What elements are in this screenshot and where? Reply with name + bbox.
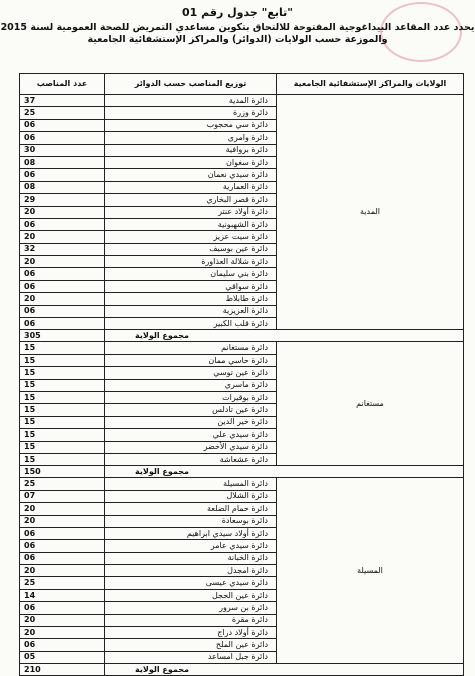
position-count: 06 [20,268,105,280]
district-name: دائرة الشلال [105,490,277,502]
district-name: دائرة عين تادلس [105,404,277,416]
position-count: 06 [20,218,105,230]
table-row [20,95,464,107]
position-count: 15 [20,367,105,379]
position-count: 06 [20,280,105,292]
wilaya-total-row [20,664,464,676]
position-count: 32 [20,243,105,255]
district-name: دائرة شلالة العذاورة [105,256,277,268]
district-name: دائرة وزرة [105,107,277,119]
district-name: دائرة أولاد سيدي ابراهيم [105,527,277,539]
position-count: 37 [20,95,105,107]
total-value: 210 [20,664,105,676]
district-name: دائرة بوسعادة [105,515,277,527]
position-count: 06 [20,527,105,539]
district-name: دائرة أولاد عنتر [105,206,277,218]
table-row [20,342,464,354]
position-count: 05 [20,651,105,663]
position-count: 15 [20,441,105,453]
position-count: 15 [20,404,105,416]
district-name: دائرة سغوان [105,156,277,168]
position-count: 06 [20,305,105,317]
district-name: دائرة سيدي عيسى [105,577,277,589]
table-header-row [20,74,464,95]
position-count: 08 [20,156,105,168]
total-value: 305 [20,330,105,342]
position-count: 25 [20,577,105,589]
district-name: دائرة مقرة [105,614,277,626]
position-count: 06 [20,169,105,181]
position-count: 15 [20,453,105,465]
total-label: مجموع الولاية [105,664,464,676]
district-name: دائرة سي محجوب [105,119,277,131]
header-wilaya: الولايات والمراكز الإستشفائية الجامعية [277,74,464,95]
position-count: 20 [20,565,105,577]
district-name: دائرة سيدي عامر [105,540,277,552]
district-name: دائرة مستغانم [105,342,277,354]
wilaya-total-row [20,330,464,342]
district-name: دائرة امجدل [105,565,277,577]
district-name: دائرة سواقي [105,280,277,292]
district-name: دائرة أولاد دراج [105,627,277,639]
position-count: 20 [20,206,105,218]
position-count: 06 [20,119,105,131]
district-name: دائرة العزيزية [105,305,277,317]
position-count: 25 [20,107,105,119]
position-count: 20 [20,293,105,305]
district-name: دائرة بروافية [105,144,277,156]
positions-table [19,73,464,676]
position-count: 15 [20,416,105,428]
wilaya-name: المسيلة [277,478,464,664]
district-name: دائرة بن سرور [105,602,277,614]
position-count: 25 [20,478,105,490]
total-label: مجموع الولاية [105,330,464,342]
district-name: دائرة حمام الضلعة [105,503,277,515]
district-name: دائرة بوقيرات [105,391,277,403]
district-name: دائرة ماسري [105,379,277,391]
district-name: دائرة الخبانة [105,552,277,564]
district-name: دائرة المسيلة [105,478,277,490]
district-name: دائرة قلب الكبير [105,318,277,330]
position-count: 15 [20,429,105,441]
district-name: دائرة وامري [105,132,277,144]
district-name: دائرة جبل امساعد [105,651,277,663]
position-count: 20 [20,256,105,268]
header-count: عدد المناصب [20,74,105,95]
district-name: دائرة عين الملح [105,639,277,651]
district-name: دائرة سيت عزيز [105,231,277,243]
position-count: 20 [20,515,105,527]
header-distribution: توزيع المناصب حسب الدوائر [105,74,277,95]
position-count: 06 [20,132,105,144]
document-header [0,6,475,46]
district-name: دائرة عين بوسيف [105,243,277,255]
total-label: مجموع الولاية [105,466,464,478]
position-count: 15 [20,354,105,366]
position-count: 15 [20,342,105,354]
position-count: 20 [20,627,105,639]
position-count: 06 [20,552,105,564]
district-name: دائرة الشهبونية [105,218,277,230]
wilaya-name: مستغانم [277,342,464,466]
table-row [20,478,464,490]
position-count: 15 [20,379,105,391]
district-name: دائرة العمارية [105,181,277,193]
position-count: 20 [20,614,105,626]
district-name: دائرة حاسي ممان [105,354,277,366]
district-name: دائرة عشعاشة [105,453,277,465]
position-count: 06 [20,540,105,552]
position-count: 14 [20,589,105,601]
district-name: دائرة سيدي نعمان [105,169,277,181]
position-count: 08 [20,181,105,193]
district-name: دائرة عين توسي [105,367,277,379]
header-line-2: والموزعة حسب الولايات (الدوائر) والمراكز الإستشفائية الجامعية [87,34,388,45]
table-number-title: "تابع" جدول رقم 01 [182,6,293,19]
district-name: دائرة المدية [105,95,277,107]
wilaya-name: المدية [277,95,464,330]
district-name: دائرة عين الحجل [105,589,277,601]
position-count: 20 [20,231,105,243]
position-count: 06 [20,639,105,651]
district-name: دائرة طابلاط [105,293,277,305]
position-count: 06 [20,602,105,614]
district-name: دائرة سيدي الأخضر [105,441,277,453]
district-name: دائرة قصر البخاري [105,194,277,206]
header-line-1: يحدد عدد المقاعد البيداغوجية المفتوحة للالتحاق بتكوين مساعدي التمريض للصحة العمومية لسنة 2015 [0,22,475,33]
position-count: 20 [20,503,105,515]
district-name: دائرة بني سليمان [105,268,277,280]
district-name: دائرة خير الدين [105,416,277,428]
total-value: 150 [20,466,105,478]
position-count: 15 [20,391,105,403]
position-count: 07 [20,490,105,502]
district-name: دائرة سيدي علي [105,429,277,441]
position-count: 06 [20,318,105,330]
position-count: 30 [20,144,105,156]
wilaya-total-row [20,466,464,478]
position-count: 29 [20,194,105,206]
